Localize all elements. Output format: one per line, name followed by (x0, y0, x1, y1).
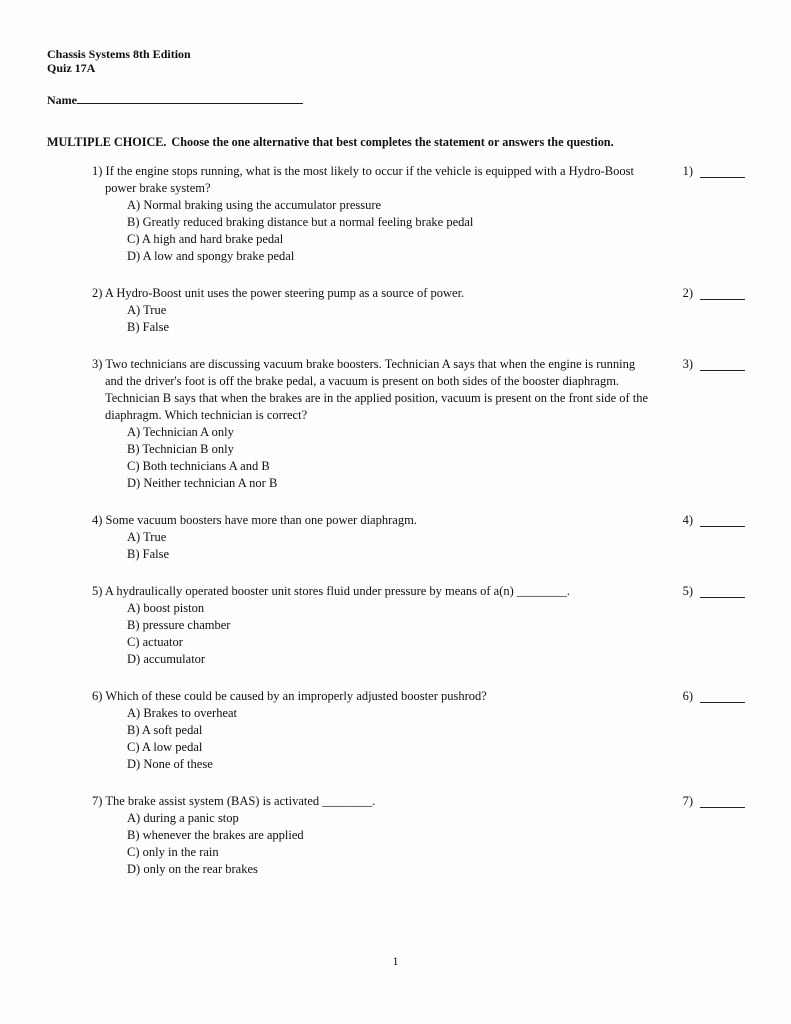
question-body: Two technicians are discussing vacuum brake boosters. Technician A says that when the engine is running and the driver's foot is off the brake pedal, a vacuum is present on both sides of the booster diaphragm. Technician B says that when the brakes are in the applied position, vacuum is present on the front side of the diaphragm. Which technician is correct? (105, 357, 649, 422)
answer-number: 4) (682, 513, 693, 527)
question-number: 5) (92, 584, 105, 598)
question-body: A hydraulically operated booster unit stores fluid under pressure by means of a(n) ________. (104, 584, 571, 598)
question-content (92, 356, 652, 492)
question-text (92, 356, 652, 424)
option-item: A) during a panic stop (127, 811, 239, 825)
option-item: A) True (127, 303, 167, 317)
question-body: A Hydro-Boost unit uses the power steering pump as a source of power. (104, 286, 465, 300)
option-item: D) accumulator (127, 652, 206, 666)
options-list (127, 424, 652, 492)
question-text (92, 793, 652, 810)
question-block (0, 583, 791, 668)
answer-blank-line (700, 584, 745, 598)
option-item: D) only on the rear brakes (127, 862, 258, 876)
option-item: C) A low pedal (127, 740, 203, 754)
name-row (47, 90, 303, 108)
instruction-text (47, 135, 712, 149)
page-number: 1 (392, 954, 399, 968)
option-item: C) only in the rain (127, 845, 219, 859)
question-number: 6) (92, 689, 106, 703)
answer-area (683, 688, 745, 704)
question-content (92, 285, 652, 336)
options-list (127, 705, 652, 773)
question-block (0, 356, 791, 492)
option-item: B) Technician B only (127, 442, 234, 456)
name-label: Name (47, 93, 77, 107)
question-block (0, 285, 791, 336)
options-list (127, 600, 652, 668)
question-number: 7) (92, 794, 106, 808)
option-item: C) actuator (127, 635, 183, 649)
question-block (0, 793, 791, 878)
option-item: B) False (127, 547, 170, 561)
answer-blank-line (700, 286, 745, 300)
options-list (127, 529, 652, 563)
question-text (92, 285, 652, 302)
question-text (92, 512, 652, 529)
answer-number: 3) (682, 357, 693, 371)
question-text (92, 583, 652, 600)
option-item: B) False (127, 320, 170, 334)
answer-number: 1) (682, 164, 693, 178)
option-item: A) True (127, 530, 167, 544)
question-number: 3) (92, 357, 106, 371)
name-blank-line (77, 90, 303, 104)
answer-blank-line (700, 689, 745, 703)
document-header (47, 48, 191, 75)
question-body: The brake assist system (BAS) is activated ________. (105, 794, 376, 808)
options-list (127, 197, 652, 265)
answer-blank-line (700, 164, 745, 178)
option-item: B) A soft pedal (127, 723, 203, 737)
answer-blank-line (700, 794, 745, 808)
questions-list (0, 163, 791, 898)
option-item: A) boost piston (127, 601, 205, 615)
option-item: B) whenever the brakes are applied (127, 828, 304, 842)
question-body: If the engine stops running, what is the most likely to occur if the vehicle is equipped with a Hydro-Boost power brake system? (105, 164, 634, 195)
question-number: 1) (92, 164, 106, 178)
answer-area (683, 356, 745, 372)
options-list (127, 810, 652, 878)
question-text (92, 688, 652, 705)
question-block (0, 163, 791, 265)
question-body: Which of these could be caused by an improperly adjusted booster pushrod? (105, 689, 487, 703)
answer-number: 2) (682, 286, 693, 300)
question-content (92, 793, 652, 878)
option-item: B) Greatly reduced braking distance but a normal feeling brake pedal (127, 215, 474, 229)
question-content (92, 688, 652, 773)
question-block (0, 688, 791, 773)
answer-number: 6) (682, 689, 693, 703)
option-item: D) Neither technician A nor B (127, 476, 278, 490)
answer-blank-line (700, 357, 745, 371)
answer-number: 5) (682, 584, 693, 598)
option-item: C) A high and hard brake pedal (127, 232, 284, 246)
question-block (0, 512, 791, 563)
book-title: Chassis Systems 8th Edition (47, 47, 191, 61)
quiz-label: Quiz 17A (47, 60, 96, 75)
option-item: A) Brakes to overheat (127, 706, 238, 720)
instruction-body: Choose the one alternative that best completes the statement or answers the question. (171, 135, 614, 149)
question-content (92, 583, 652, 668)
option-item: A) Technician A only (127, 425, 234, 439)
instruction-lead: MULTIPLE CHOICE. (47, 135, 167, 149)
option-item: D) None of these (127, 757, 213, 771)
option-item: B) pressure chamber (127, 618, 231, 632)
question-text (92, 163, 652, 197)
answer-number: 7) (682, 794, 693, 808)
option-item: A) Normal braking using the accumulator pressure (127, 198, 382, 212)
option-item: D) A low and spongy brake pedal (127, 249, 295, 263)
answer-area (683, 285, 745, 301)
answer-area (683, 793, 745, 809)
answer-blank-line (700, 513, 745, 527)
option-item: C) Both technicians A and B (127, 459, 270, 473)
answer-area (683, 512, 745, 528)
question-number: 4) (92, 513, 106, 527)
question-number: 2) (92, 286, 105, 300)
question-content (92, 512, 652, 563)
answer-area (683, 163, 745, 179)
question-body: Some vacuum boosters have more than one power diaphragm. (105, 513, 417, 527)
page-footer (0, 954, 791, 968)
options-list (127, 302, 652, 336)
question-content (92, 163, 652, 265)
answer-area (683, 583, 745, 599)
